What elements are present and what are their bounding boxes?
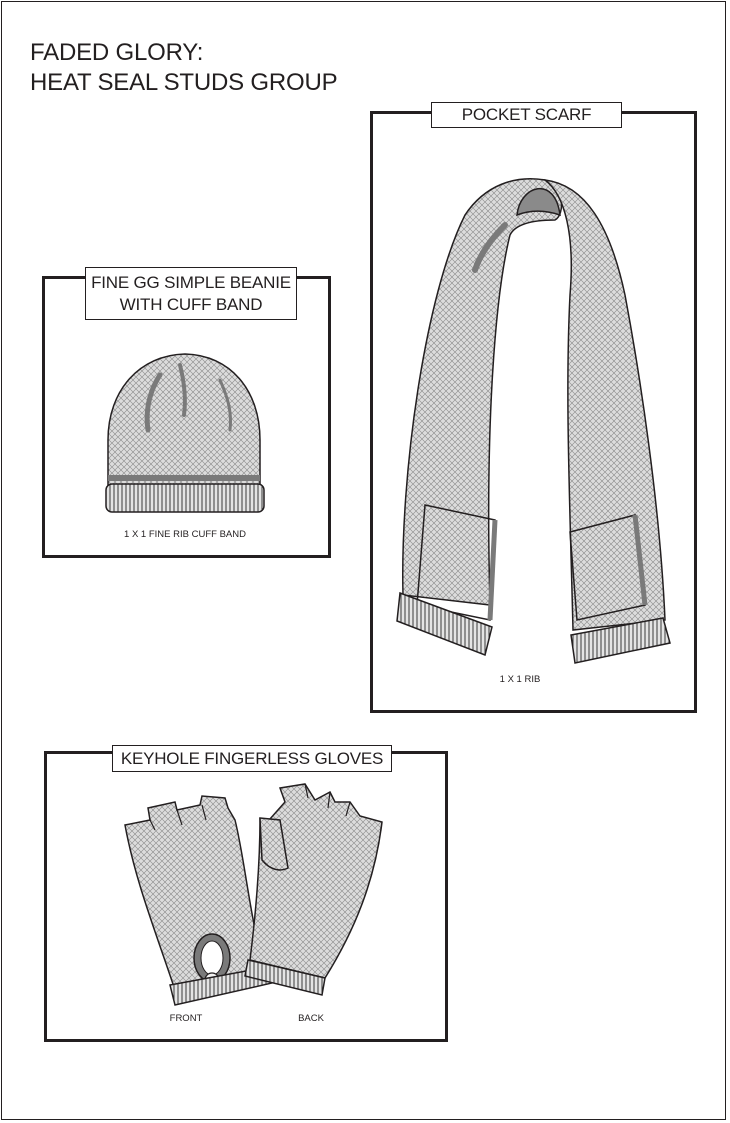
- beanie-label-line-1: FINE GG SIMPLE BEANIE: [91, 272, 291, 292]
- scarf-illustration: [395, 175, 675, 665]
- title-line-2: HEAT SEAL STUDS GROUP: [30, 69, 338, 96]
- gloves-caption-front: FRONT: [169, 1013, 203, 1024]
- title-line-1: FADED GLORY:: [30, 39, 204, 66]
- gloves-label: KEYHOLE FINGERLESS GLOVES: [112, 745, 392, 772]
- scarf-label: POCKET SCARF: [431, 102, 622, 128]
- gloves-illustration: [120, 780, 390, 1010]
- gloves-caption-back: BACK: [298, 1013, 324, 1024]
- beanie-label: [85, 267, 297, 320]
- beanie-caption: 1 X 1 FINE RIB CUFF BAND: [124, 529, 246, 540]
- beanie-label-line-2: WITH CUFF BAND: [119, 294, 263, 314]
- scarf-caption: 1 X 1 RIB: [499, 674, 541, 685]
- beanie-illustration: [100, 350, 270, 520]
- page-title: [30, 38, 337, 98]
